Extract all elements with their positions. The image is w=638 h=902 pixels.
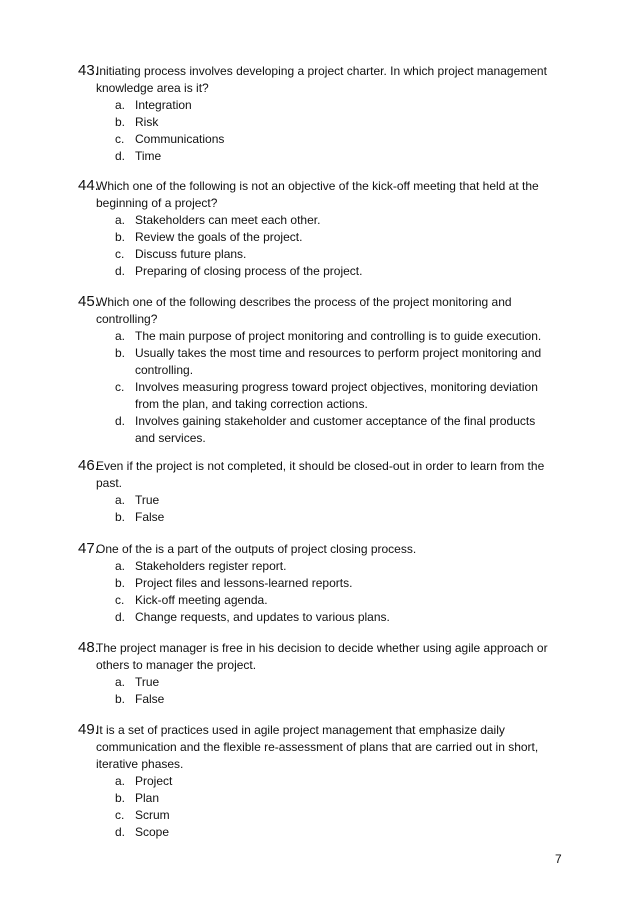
option-text: Project [135, 774, 173, 788]
option-letter: b. [115, 230, 126, 244]
option-text: Involves gaining stakeholder and customer acceptance of the final products and services. [135, 414, 536, 445]
option-item [78, 212, 558, 229]
option-text: Integration [135, 98, 192, 112]
option-letter: b. [115, 115, 126, 129]
page-number: 7 [555, 852, 562, 866]
option-item [78, 246, 558, 263]
question-number: 45. [78, 293, 99, 310]
option-text: Involves measuring progress toward project objectives, monitoring deviation from the plan, and taking correction actions. [135, 380, 538, 411]
option-letter: d. [115, 149, 126, 163]
option-letter: a. [115, 493, 126, 507]
question-stem [78, 178, 558, 212]
option-item [78, 379, 558, 413]
option-letter: b. [115, 346, 126, 360]
option-list [78, 492, 558, 526]
option-item [78, 773, 558, 790]
question-number: 43. [78, 62, 99, 79]
option-letter: c. [115, 593, 125, 607]
option-text: Usually takes the most time and resources to perform project monitoring and controlling. [135, 346, 542, 377]
option-text: Risk [135, 115, 159, 129]
question-text: Even if the project is not completed, it should be closed-out in order to learn from the past. [96, 459, 545, 490]
option-list [78, 328, 558, 447]
question-49 [78, 722, 558, 841]
option-text: Plan [135, 791, 160, 805]
option-item [78, 263, 558, 280]
option-letter: d. [115, 264, 126, 278]
option-text: The main purpose of project monitoring and controlling is to guide execution. [135, 329, 542, 343]
question-number: 47. [78, 540, 99, 557]
option-letter: a. [115, 213, 126, 227]
option-letter: c. [115, 808, 125, 822]
question-48 [78, 640, 558, 708]
question-text: It is a set of practices used in agile project management that emphasize daily communication and the flexible re-assessment of plans that are carried out in short, iterative phases. [96, 723, 539, 771]
option-item [78, 824, 558, 841]
option-item [78, 575, 558, 592]
option-item [78, 592, 558, 609]
option-text: False [135, 692, 165, 706]
option-item [78, 148, 558, 165]
question-number: 46. [78, 457, 99, 474]
option-letter: a. [115, 329, 126, 343]
option-item [78, 558, 558, 575]
option-text: Kick-off meeting agenda. [135, 593, 268, 607]
option-list [78, 674, 558, 708]
option-letter: c. [115, 247, 125, 261]
option-letter: d. [115, 610, 126, 624]
option-letter: b. [115, 510, 126, 524]
option-item [78, 790, 558, 807]
question-number: 49. [78, 721, 99, 738]
option-text: Communications [135, 132, 225, 146]
option-text: True [135, 493, 160, 507]
option-letter: b. [115, 576, 126, 590]
option-text: Preparing of closing process of the project. [135, 264, 363, 278]
option-letter: d. [115, 414, 126, 428]
option-text: Scope [135, 825, 170, 839]
question-45 [78, 294, 558, 447]
question-stem [78, 63, 558, 97]
option-item [78, 509, 558, 526]
option-text: Scrum [135, 808, 170, 822]
option-item [78, 114, 558, 131]
question-stem [78, 458, 558, 492]
question-stem [78, 640, 558, 674]
option-item [78, 492, 558, 509]
option-item [78, 97, 558, 114]
option-text: Review the goals of the project. [135, 230, 303, 244]
option-item [78, 691, 558, 708]
option-letter: b. [115, 692, 126, 706]
question-46 [78, 458, 558, 526]
question-stem [78, 722, 558, 773]
option-text: False [135, 510, 165, 524]
question-number: 48. [78, 639, 99, 656]
question-43 [78, 63, 558, 165]
option-item [78, 131, 558, 148]
option-list [78, 773, 558, 841]
option-letter: b. [115, 791, 126, 805]
question-text: Initiating process involves developing a project charter. In which project management knowledge area is it? [96, 64, 547, 95]
option-text: Stakeholders register report. [135, 559, 287, 573]
question-text: Which one of the following is not an objective of the kick-off meeting that held at the beginning of a project? [96, 179, 539, 210]
option-letter: a. [115, 774, 126, 788]
option-text: Project files and lessons-learned reports. [135, 576, 353, 590]
option-list [78, 558, 558, 626]
question-text: One of the is a part of the outputs of project closing process. [96, 542, 417, 556]
question-stem [78, 541, 558, 558]
option-item [78, 229, 558, 246]
question-text: Which one of the following describes the process of the project monitoring and controlling? [96, 295, 512, 326]
question-number: 44. [78, 177, 99, 194]
option-list [78, 212, 558, 280]
question-47 [78, 541, 558, 626]
option-item [78, 328, 558, 345]
option-text: Discuss future plans. [135, 247, 247, 261]
option-text: Time [135, 149, 162, 163]
option-letter: d. [115, 825, 126, 839]
question-text: The project manager is free in his decision to decide whether using agile approach or others to manager the project. [96, 641, 548, 672]
option-text: Stakeholders can meet each other. [135, 213, 321, 227]
option-item [78, 609, 558, 626]
option-item [78, 807, 558, 824]
option-letter: c. [115, 132, 125, 146]
option-letter: a. [115, 98, 126, 112]
option-text: True [135, 675, 160, 689]
option-item [78, 345, 558, 379]
option-item [78, 413, 558, 447]
option-item [78, 674, 558, 691]
option-letter: a. [115, 559, 126, 573]
question-44 [78, 178, 558, 280]
option-letter: a. [115, 675, 126, 689]
option-list [78, 97, 558, 165]
option-letter: c. [115, 380, 125, 394]
option-text: Change requests, and updates to various plans. [135, 610, 390, 624]
question-stem [78, 294, 558, 328]
